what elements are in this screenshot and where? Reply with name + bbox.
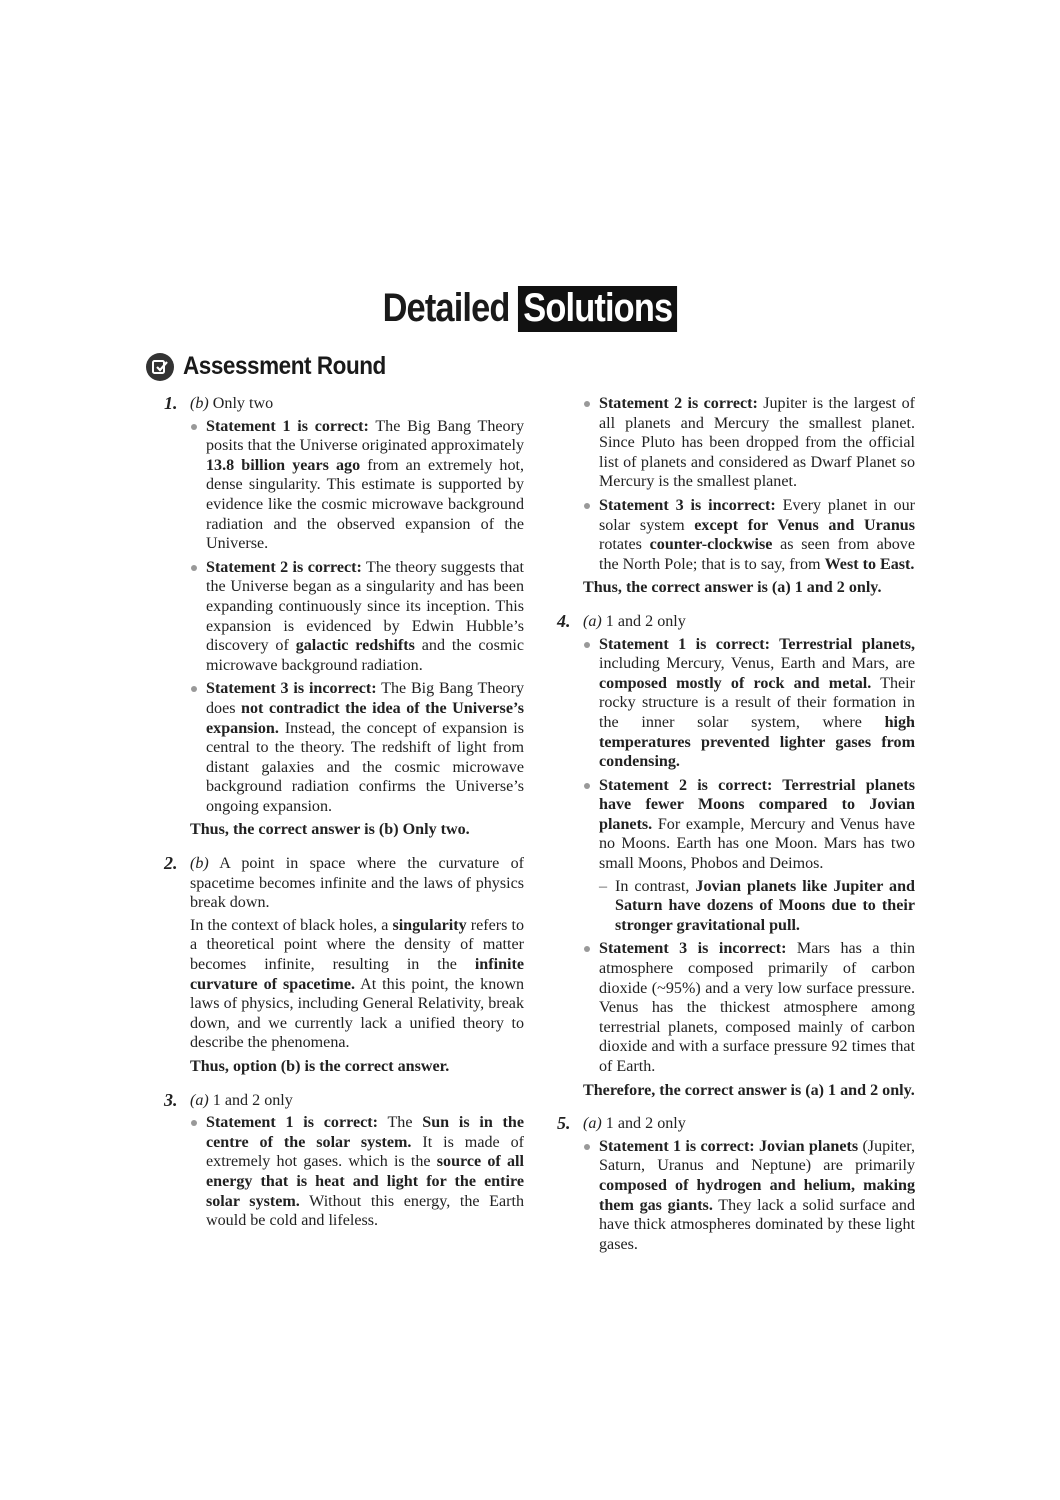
statement-text: The	[377, 1114, 423, 1132]
question-5-answer	[557, 1114, 915, 1134]
question-1	[164, 394, 524, 840]
statement-list	[583, 1137, 915, 1255]
statement-highlight: except for Venus and Uranus	[694, 516, 915, 534]
statement-text: Their rocky structure is a result of their formation in the inner solar system, where	[599, 674, 915, 731]
statement-lead: Statement 1 is correct: Terrestrial planets,	[599, 635, 915, 653]
answer-text: 1 and 2 only	[601, 1115, 686, 1133]
answer-text: 1 and 2 only	[208, 1091, 293, 1109]
statement-list	[583, 394, 915, 574]
statement-highlight: counter-clockwise	[649, 536, 773, 554]
conclusion: Thus, the correct answer is (a) 1 and 2 only.	[583, 579, 882, 597]
statement-highlight: high temperatures prevented lighter gases from condensing.	[599, 713, 915, 771]
statement-lead: Statement 2 is correct: Terrestrial planets have fewer Moons compared to Jovian planets.	[599, 776, 915, 833]
statement-lead: Statement 2 is correct:	[599, 395, 758, 412]
statement-highlight: 13.8 billion years ago	[206, 456, 361, 474]
question-2-answer	[164, 854, 524, 913]
statement-3	[583, 496, 915, 574]
page-title	[74, 286, 986, 331]
answer-option: (a)	[583, 612, 602, 630]
statement-2	[583, 394, 915, 492]
question-5	[557, 1114, 915, 1254]
conclusion: Thus, option (b) is the correct answer.	[190, 1058, 450, 1075]
statement-text: Mars has a thin atmosphere composed primarily of carbon dioxide (~95%) and a very low surface pressure. Venus has the thickest atmosphere among terrestrial planets, composed mainly of carbon dioxide and with a surface pressure 92 times that of Earth.	[599, 940, 915, 1075]
statement-text: Instead, the concept of expansion is central to the theory. The redshift of light from distant galaxies and the cosmic microwave background radiation confirms the Universe’s ongoing expansion.	[206, 719, 524, 815]
left-column	[164, 394, 524, 1239]
statement-lead: Statement 2 is correct:	[206, 558, 362, 576]
explanation-highlight: infinite curvature of spacetime.	[190, 956, 524, 993]
explanation-paragraph	[190, 916, 524, 1053]
question-3-answer	[164, 1091, 524, 1111]
statement-lead: Statement 1 is correct: Jovian planets	[599, 1137, 859, 1155]
question-number: 3.	[164, 1089, 178, 1110]
statement-list	[190, 417, 524, 817]
conclusion: Therefore, the correct answer is (a) 1 and 2 only.	[583, 1081, 915, 1099]
statement-2	[583, 776, 915, 936]
question-1-answer	[164, 394, 524, 414]
statement-list	[190, 1113, 524, 1231]
statement-3	[190, 679, 524, 816]
statement-text: Without this energy, the Earth would be cold and lifeless.	[206, 1192, 524, 1230]
right-column	[557, 394, 915, 1262]
section-title: Assessment Round	[183, 352, 386, 380]
statement-text: as seen from above the North Pole; that is to say, from	[599, 536, 915, 573]
statement-text: Every planet in our solar system	[599, 496, 915, 534]
statement-list	[583, 635, 915, 1077]
statement-highlight: composed of hydrogen and helium, making them gas giants.	[599, 1176, 915, 1214]
title-plain: Detailed	[382, 286, 510, 330]
answer-option: (b)	[190, 855, 209, 873]
answer-text: 1 and 2 only	[601, 612, 686, 630]
question-4-answer	[557, 612, 915, 632]
statement-1	[190, 417, 524, 554]
explanation-text: At this point, the known laws of physics, including General Relativity, break down, and we currently lack a unified theory to describe the phenomena.	[190, 975, 524, 1052]
statement-lead: Statement 1 is correct:	[206, 417, 369, 435]
question-3	[164, 1091, 524, 1231]
question-number: 4.	[557, 610, 571, 631]
section-header	[146, 352, 408, 381]
statement-text: They lack a solid surface and have thick atmospheres dominated by these light gases.	[599, 1196, 915, 1253]
answer-text: A point in space where the curvature of spacetime becomes infinite and the laws of physics break down.	[190, 855, 524, 912]
explanation-text: In the context of black holes, a	[190, 916, 393, 934]
answer-option: (a)	[583, 1115, 602, 1133]
statement-text: Jupiter is the largest of all planets and Mercury the smallest planet. Since Pluto has been dropped from the official list of planets and considered as Dwarf Planet so Mercury is the smallest planet.	[599, 395, 915, 491]
statement-text: rotates	[599, 536, 650, 554]
statement-lead: Statement 3 is incorrect:	[599, 940, 787, 958]
question-4	[557, 612, 915, 1100]
statement-text: The theory suggests that the Universe began as a singularity and has been expanding continuously since its inception. This expansion is evidenced by Edwin Hubble’s discovery of	[206, 558, 524, 655]
statement-text: including Mercury, Venus, Earth and Mars, are	[599, 655, 915, 673]
statement-highlight: not contradict the idea of the Universe’s expansion.	[206, 699, 524, 737]
statement-lead: Statement 3 is incorrect:	[599, 496, 776, 514]
question-number: 1.	[164, 393, 178, 413]
statement-highlight: Sun is in the centre of the solar system.	[206, 1114, 524, 1151]
statement-3	[583, 939, 915, 1076]
title-boxed: Solutions	[518, 286, 677, 332]
statement-highlight: West to East.	[824, 555, 915, 573]
answer-option: (a)	[190, 1091, 209, 1109]
explanation-text: refers to a theoretical point where the density of matter becomes infinite, resulting in the	[190, 916, 524, 974]
explanation-highlight: singularity	[392, 916, 467, 934]
answer-option: (b)	[190, 395, 209, 412]
statement-1	[190, 1113, 524, 1231]
sub-point	[599, 877, 915, 936]
answer-text: Only two	[208, 395, 274, 412]
statement-text: from an extremely hot, dense singularity. This estimate is supported by evidence like the cosmic microwave background radiation and the observed expansion of the Universe.	[206, 456, 525, 553]
statement-1	[583, 1137, 915, 1255]
statement-2	[190, 558, 524, 676]
statement-text: For example, Mercury and Venus have no Moons. Earth has one Moon. Mars has two small Moons, Phobos and Deimos.	[599, 815, 915, 873]
question-2	[164, 854, 524, 1077]
sub-point-highlight: Jovian planets like Jupiter and Saturn have dozens of Moons due to their stronger gravitational pull.	[615, 877, 916, 934]
question-number: 5.	[557, 1113, 571, 1134]
statement-lead: Statement 3 is incorrect:	[206, 680, 377, 698]
statement-text: (Jupiter, Saturn, Uranus and Neptune) are primarily	[599, 1137, 915, 1175]
statement-text: The Big Bang Theory posits that the Universe originated approximately	[206, 417, 524, 455]
question-3-continued	[557, 394, 915, 598]
checklist-icon	[146, 353, 174, 381]
statement-text: The Big Bang Theory does	[206, 680, 524, 717]
question-number: 2.	[164, 853, 178, 874]
statement-1	[583, 635, 915, 772]
statement-highlight: source of all energy that is heat and light for the entire solar system.	[206, 1153, 524, 1210]
statement-highlight: galactic redshifts	[295, 637, 415, 655]
statement-text: It is made of extremely hot gases. which is the	[206, 1133, 524, 1171]
statement-text: and the cosmic microwave background radiation.	[206, 637, 524, 674]
sub-point-text: In contrast,	[615, 877, 696, 895]
statement-lead: Statement 1 is correct:	[206, 1114, 378, 1132]
statement-highlight: composed mostly of rock and metal.	[599, 674, 872, 692]
conclusion: Thus, the correct answer is (b) Only two.	[190, 821, 470, 839]
